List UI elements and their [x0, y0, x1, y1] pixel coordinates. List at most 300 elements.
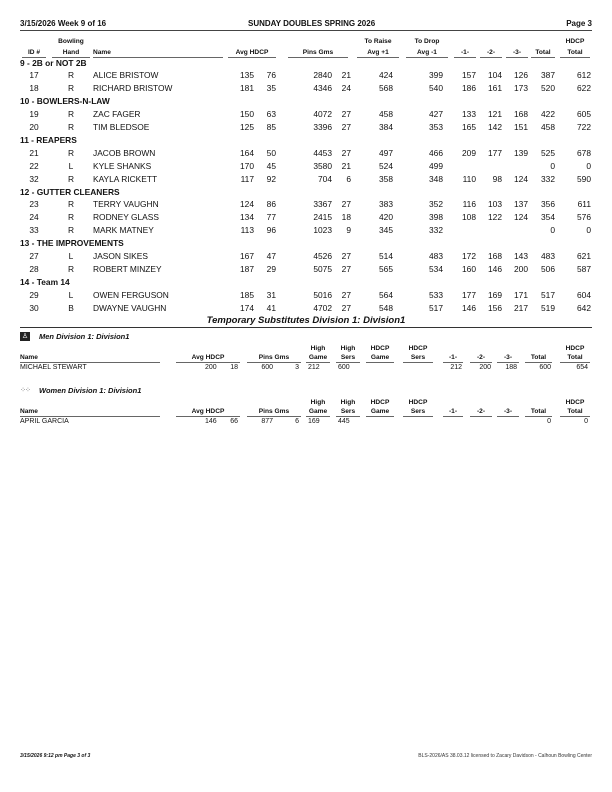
column-underline	[20, 416, 160, 417]
bowler-id: 21	[29, 147, 39, 158]
average: 174	[240, 302, 254, 313]
page-number: Page 3	[566, 19, 592, 28]
game-1: 186	[462, 83, 476, 94]
game-2: 177	[488, 147, 502, 158]
bowler-id: 22	[29, 160, 39, 171]
to-drop-avg: 466	[429, 147, 443, 158]
pins: 1023	[313, 225, 332, 236]
average: 134	[240, 212, 254, 223]
column-header: -2-	[476, 354, 486, 361]
handicap: 18	[230, 364, 238, 371]
game-1: 146	[462, 302, 476, 313]
to-drop-avg: 540	[429, 83, 443, 94]
hdcp-total: 678	[577, 147, 591, 158]
game-3: 124	[514, 173, 528, 184]
hdcp-total: 605	[577, 109, 591, 120]
game-3: 139	[514, 147, 528, 158]
column-header: Total	[567, 354, 583, 361]
column-header: Game	[370, 408, 390, 415]
games: 21	[341, 70, 351, 81]
column-header: Sers	[340, 354, 356, 361]
game-3: 188	[505, 364, 517, 371]
header-divider	[20, 30, 592, 31]
team-header	[0, 236, 612, 249]
average: 125	[240, 122, 254, 132]
series-total: 600	[539, 364, 551, 371]
bowler-row	[0, 172, 612, 185]
column-underline	[336, 416, 360, 417]
bowler-name: RODNEY GLASS	[93, 212, 159, 223]
series-total: 0	[550, 160, 555, 171]
high-series: 445	[338, 418, 350, 425]
to-raise-avg: 568	[379, 83, 393, 94]
bowling-hand: R	[67, 83, 75, 94]
games: 27	[341, 302, 351, 313]
pins: 5016	[313, 289, 332, 300]
handicap: 92	[266, 173, 276, 184]
bowler-id: 20	[29, 122, 39, 132]
pins: 3367	[313, 199, 332, 210]
to-drop-avg: 483	[429, 251, 443, 261]
hdcp-total: 654	[576, 364, 588, 371]
column-header: Total	[535, 49, 551, 56]
bowling-hand: L	[68, 160, 74, 171]
average: 185	[240, 289, 254, 300]
column-header: Bowling	[58, 38, 84, 45]
game-2: 142	[488, 122, 502, 132]
team-name: 12 - GUTTER CLEANERS	[20, 186, 120, 197]
bowler-name: RICHARD BRISTOW	[93, 83, 173, 94]
bowling-hand: L	[68, 289, 74, 300]
hdcp-total: 612	[577, 70, 591, 81]
to-drop-avg: 398	[429, 212, 443, 223]
hdcp-total: 590	[577, 173, 591, 184]
bowler-row	[0, 146, 612, 159]
game-1: 108	[462, 212, 476, 223]
bowler-name: ROBERT MINZEY	[93, 263, 162, 274]
bowler-id: 19	[29, 109, 39, 120]
handicap: 86	[266, 199, 276, 210]
game-2: 168	[488, 251, 502, 261]
bowler-row	[0, 81, 612, 94]
column-header: Total	[530, 354, 547, 361]
column-underline	[403, 416, 433, 417]
high-game: 212	[308, 364, 320, 371]
team-name: 13 - THE IMPROVEMENTS	[20, 238, 124, 249]
column-header: -3-	[503, 408, 513, 415]
hdcp-total: 621	[577, 251, 591, 261]
column-header: HDCP	[565, 399, 585, 406]
column-underline	[366, 362, 394, 363]
column-underline	[525, 362, 552, 363]
series-total: 332	[541, 173, 555, 184]
column-underline	[176, 362, 240, 363]
substitutes-divider	[20, 327, 592, 328]
games: 24	[341, 83, 351, 94]
sub-name: MICHAEL STEWART	[20, 364, 87, 371]
pins: 3396	[313, 122, 332, 132]
column-underline	[247, 416, 301, 417]
bowler-row	[0, 288, 612, 301]
to-drop-avg: 534	[429, 263, 443, 274]
handicap: 76	[266, 70, 276, 81]
games: 9	[346, 225, 351, 236]
games: 6	[295, 418, 299, 425]
column-underline	[470, 362, 492, 363]
game-1: 157	[462, 70, 476, 81]
hdcp-total: 576	[577, 212, 591, 223]
column-header: Hand	[62, 49, 80, 56]
column-underline	[403, 362, 433, 363]
team-header	[0, 185, 612, 198]
column-underline	[20, 362, 160, 363]
bowler-name: TERRY VAUGHN	[93, 199, 159, 210]
game-1: 212	[450, 364, 462, 371]
women-checkered-icon: ⁘⁘	[20, 387, 30, 394]
average: 181	[240, 83, 254, 94]
team-header	[0, 133, 612, 146]
games: 27	[341, 109, 351, 120]
game-3: 217	[514, 302, 528, 313]
average: 167	[240, 251, 254, 261]
column-header: Avg HDCP	[235, 49, 269, 56]
bowler-name: ALICE BRISTOW	[93, 70, 159, 81]
game-1: 116	[462, 199, 476, 210]
pins: 4346	[313, 83, 332, 94]
series-total: 0	[547, 418, 551, 425]
column-header: HDCP	[408, 345, 428, 352]
pins: 2840	[313, 70, 332, 81]
games: 27	[341, 289, 351, 300]
column-header: Name	[20, 408, 38, 415]
series-total: 458	[541, 122, 555, 132]
games: 18	[341, 212, 351, 223]
column-header: HDCP	[565, 38, 585, 45]
column-underline	[443, 416, 463, 417]
to-raise-avg: 514	[379, 251, 393, 261]
bowler-row	[0, 197, 612, 210]
average: 124	[240, 199, 254, 210]
column-header: -2-	[486, 49, 496, 56]
pins: 5075	[313, 263, 332, 274]
game-3: 124	[514, 212, 528, 223]
hdcp-total: 0	[584, 418, 588, 425]
hdcp-total: 642	[577, 302, 591, 313]
hdcp-total: 0	[586, 225, 591, 236]
team-header	[0, 56, 612, 69]
column-header: High	[340, 399, 356, 406]
column-underline	[470, 416, 492, 417]
bowler-id: 28	[29, 263, 39, 274]
column-underline	[560, 416, 590, 417]
column-header: -1-	[448, 354, 458, 361]
to-drop-avg: 499	[429, 160, 443, 171]
column-underline	[366, 416, 394, 417]
column-underline	[336, 362, 360, 363]
game-1: 165	[462, 122, 476, 132]
series-total: 525	[541, 147, 555, 158]
sub-name: APRIL GARCIA	[20, 418, 69, 425]
games: 27	[341, 147, 351, 158]
column-header: Sers	[410, 354, 426, 361]
bowler-name: MARK MATNEY	[93, 225, 154, 236]
substitutes-title: Temporary Substitutes Division 1: Division1	[206, 315, 406, 326]
column-underline	[497, 362, 519, 363]
games: 6	[346, 173, 351, 184]
column-header: High	[310, 345, 326, 352]
to-raise-avg: 383	[379, 199, 393, 210]
pins: 704	[318, 173, 332, 184]
handicap: 35	[266, 83, 276, 94]
bowler-name: TIM BLEDSOE	[93, 122, 150, 132]
column-underline	[443, 362, 463, 363]
to-raise-avg: 565	[379, 263, 393, 274]
game-2: 122	[488, 212, 502, 223]
game-3: 173	[514, 83, 528, 94]
game-1: 160	[462, 263, 476, 274]
pins: 4072	[313, 109, 332, 120]
game-3: 200	[514, 263, 528, 274]
bowler-id: 23	[29, 199, 39, 210]
hdcp-total: 0	[586, 160, 591, 171]
team-name: 11 - REAPERS	[20, 134, 77, 145]
bowler-row	[0, 262, 612, 275]
game-2: 161	[488, 83, 502, 94]
bowling-hand: L	[68, 251, 74, 261]
handicap: 31	[266, 289, 276, 300]
series-total: 520	[541, 83, 555, 94]
column-underline	[247, 362, 301, 363]
bowler-name: JACOB BROWN	[93, 147, 156, 158]
average: 164	[240, 147, 254, 158]
handicap: 29	[266, 263, 276, 274]
report-title: SUNDAY DOUBLES SPRING 2026	[248, 19, 376, 28]
game-3: 137	[514, 199, 528, 210]
to-raise-avg: 345	[379, 225, 393, 236]
average: 150	[240, 109, 254, 120]
pins: 3580	[313, 160, 332, 171]
column-header: High	[340, 345, 356, 352]
bowling-hand: R	[67, 122, 75, 132]
game-3: 143	[514, 251, 528, 261]
to-drop-avg: 353	[429, 122, 443, 132]
bowler-name: KYLE SHANKS	[93, 160, 152, 171]
game-2: 146	[488, 263, 502, 274]
column-header: -3-	[512, 49, 522, 56]
series-total: 387	[541, 70, 555, 81]
handicap: 63	[266, 109, 276, 120]
games: 27	[341, 263, 351, 274]
bowler-id: 32	[29, 173, 39, 184]
game-1: 209	[462, 147, 476, 158]
average: 135	[240, 70, 254, 81]
pins: 2415	[313, 212, 332, 223]
average: 187	[240, 263, 254, 274]
bowler-name: ZAC FAGER	[93, 109, 141, 120]
average: 117	[240, 173, 254, 184]
team-header	[0, 94, 612, 107]
bowler-name: JASON SIKES	[93, 251, 148, 261]
bowling-hand: R	[67, 225, 75, 236]
game-2: 169	[488, 289, 502, 300]
column-header: To Raise	[364, 38, 392, 45]
column-header: Total	[567, 49, 583, 56]
to-raise-avg: 524	[379, 160, 393, 171]
handicap: 77	[266, 212, 276, 223]
game-2: 98	[492, 173, 502, 184]
to-drop-avg: 399	[429, 70, 443, 81]
bowler-id: 24	[29, 212, 39, 223]
hdcp-total: 587	[577, 263, 591, 274]
hdcp-total: 604	[577, 289, 591, 300]
column-underline	[497, 416, 519, 417]
to-raise-avg: 420	[379, 212, 393, 223]
column-underline	[560, 362, 590, 363]
bowling-hand: R	[67, 199, 75, 210]
column-header: -1-	[460, 49, 470, 56]
game-2: 121	[488, 109, 502, 120]
bowler-row	[0, 107, 612, 120]
column-header: Avg +1	[367, 49, 389, 56]
column-underline	[176, 416, 240, 417]
series-total: 517	[541, 289, 555, 300]
game-2: 104	[488, 70, 502, 81]
bowling-hand: R	[67, 173, 75, 184]
to-raise-avg: 358	[379, 173, 393, 184]
column-header: Pins Gms	[258, 354, 290, 361]
game-1: 172	[462, 251, 476, 261]
series-total: 354	[541, 212, 555, 223]
team-name: 10 - BOWLERS-N-LAW	[20, 96, 110, 107]
game-3: 171	[514, 289, 528, 300]
series-total: 422	[541, 109, 555, 120]
to-raise-avg: 458	[379, 109, 393, 120]
column-underline	[306, 362, 330, 363]
average: 200	[205, 364, 217, 371]
game-1: 133	[462, 109, 476, 120]
column-header: Sers	[410, 408, 426, 415]
game-2: 156	[488, 302, 502, 313]
pins: 4702	[313, 302, 332, 313]
series-total: 506	[541, 263, 555, 274]
column-header: Sers	[340, 408, 356, 415]
games: 3	[295, 364, 299, 371]
handicap: 96	[266, 225, 276, 236]
pins: 4526	[313, 251, 332, 261]
game-1: 110	[462, 173, 476, 184]
bowler-id: 33	[29, 225, 39, 236]
footer-timestamp: 3/15/2026 9:12 pm Page 3 of 3	[20, 753, 91, 759]
game-3: 126	[514, 70, 528, 81]
pins: 600	[261, 364, 273, 371]
team-name: 9 - 2B or NOT 2B	[20, 57, 87, 68]
column-header: Game	[370, 354, 390, 361]
column-header: HDCP	[370, 345, 390, 352]
bowler-id: 17	[29, 70, 39, 81]
column-header: Avg -1	[417, 49, 437, 56]
bowling-hand: R	[67, 70, 75, 81]
column-header: Total	[567, 408, 583, 415]
bowler-id: 27	[29, 251, 39, 261]
series-total: 483	[541, 251, 555, 261]
series-total: 356	[541, 199, 555, 210]
handicap: 66	[230, 418, 238, 425]
games: 27	[341, 199, 351, 210]
average: 170	[240, 160, 254, 171]
to-drop-avg: 427	[429, 109, 443, 120]
to-drop-avg: 332	[429, 225, 443, 236]
bowler-row	[0, 210, 612, 223]
bowler-row	[0, 68, 612, 81]
men-bowler-icon: ♙	[21, 333, 29, 340]
game-3: 151	[514, 122, 528, 132]
column-header: ID #	[27, 49, 41, 56]
footer-license: BLS-2026/AS 38.03.12 licensed to Zacary Davidson - Calhoun Bowling Center	[418, 753, 592, 759]
column-header: Game	[308, 408, 328, 415]
column-header: -3-	[503, 354, 513, 361]
series-total: 0	[550, 225, 555, 236]
column-header: Game	[308, 354, 328, 361]
column-header: High	[310, 399, 326, 406]
handicap: 50	[266, 147, 276, 158]
hdcp-total: 611	[577, 199, 591, 210]
team-header	[0, 275, 612, 288]
pins: 4453	[313, 147, 332, 158]
handicap: 47	[266, 251, 276, 261]
bowler-row	[0, 249, 612, 262]
group-title: Men Division 1: Division1	[39, 332, 130, 341]
to-raise-avg: 497	[379, 147, 393, 158]
bowler-id: 18	[29, 83, 39, 94]
bowler-row	[0, 159, 612, 172]
hdcp-total: 622	[577, 83, 591, 94]
to-drop-avg: 352	[429, 199, 443, 210]
average: 113	[240, 225, 254, 236]
column-header: Name	[93, 49, 111, 56]
series-total: 519	[541, 302, 555, 313]
game-1: 177	[462, 289, 476, 300]
bowler-name: OWEN FERGUSON	[93, 289, 169, 300]
games: 27	[341, 251, 351, 261]
bowling-hand: R	[67, 109, 75, 120]
bowler-row	[0, 223, 612, 236]
column-header: Total	[530, 408, 547, 415]
average: 146	[205, 418, 217, 425]
bowling-hand: R	[67, 147, 75, 158]
team-name: 14 - Team 14	[20, 276, 70, 287]
bowling-hand: R	[67, 263, 75, 274]
column-underline	[525, 416, 552, 417]
bowler-row	[0, 120, 612, 133]
bowler-row	[0, 301, 612, 314]
to-raise-avg: 548	[379, 302, 393, 313]
to-drop-avg: 348	[429, 173, 443, 184]
column-header: To Drop	[414, 38, 440, 45]
column-header: HDCP	[565, 345, 585, 352]
column-header: HDCP	[408, 399, 428, 406]
to-raise-avg: 384	[379, 122, 393, 132]
game-2: 103	[488, 199, 502, 210]
to-raise-avg: 564	[379, 289, 393, 300]
to-drop-avg: 517	[429, 302, 443, 313]
column-header: Pins Gms	[258, 408, 290, 415]
column-header: -1-	[448, 408, 458, 415]
games: 21	[341, 160, 351, 171]
column-header: Name	[20, 354, 38, 361]
group-title: Women Division 1: Division1	[39, 386, 142, 395]
column-header: Avg HDCP	[191, 354, 225, 361]
to-drop-avg: 533	[429, 289, 443, 300]
